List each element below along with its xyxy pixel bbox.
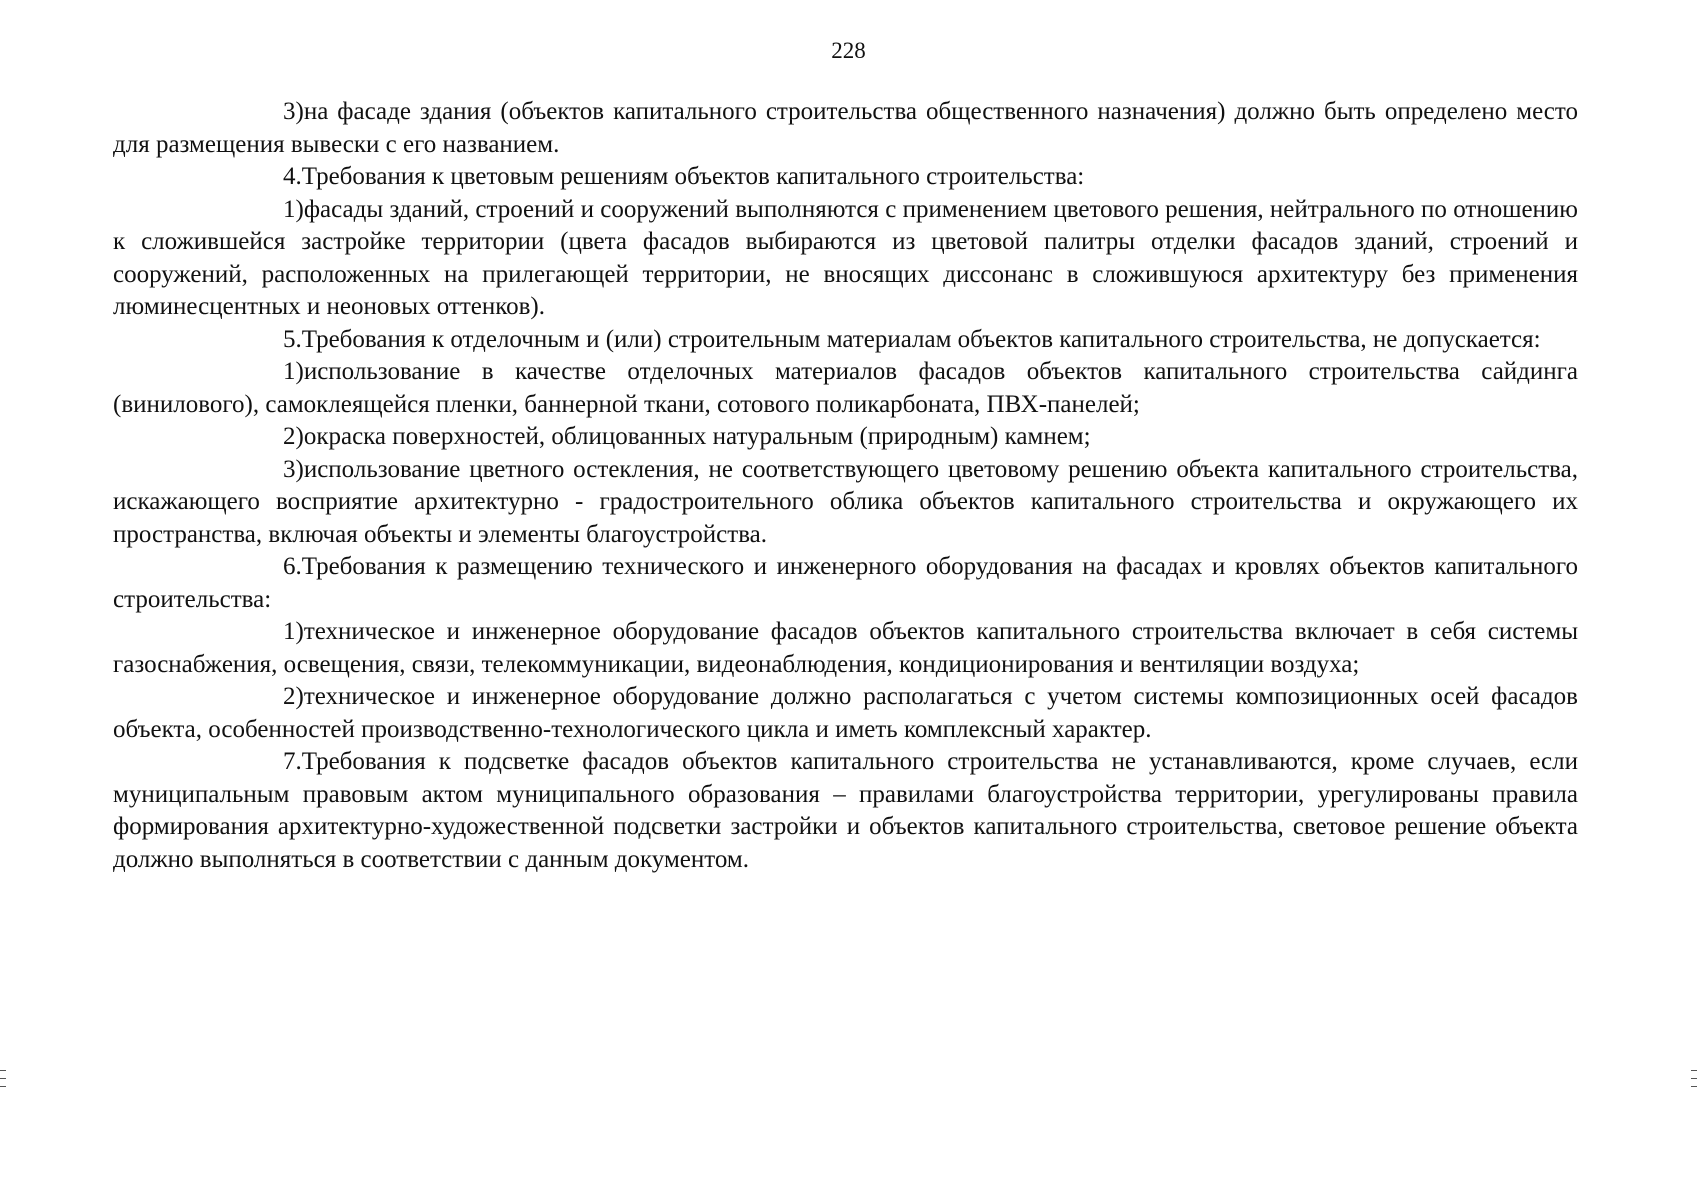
paragraph-text: Требования к цветовым решениям объектов капитального строительства: bbox=[301, 163, 1085, 190]
item-number: 3) bbox=[283, 455, 304, 483]
item-number: 2) bbox=[283, 423, 304, 450]
paragraph-text: техническое и инженерное оборудование должно располагаться с учетом системы композиционных осей фасадов объекта, особенностей производственно-технологического цикла и иметь комплексный характер. bbox=[113, 683, 1578, 743]
scan-artifact-left-2 bbox=[0, 1078, 6, 1079]
item-number: 1) bbox=[283, 358, 304, 385]
paragraph-text: фасады зданий, строений и сооружений выполняются с применением цветового решения, нейтрального по отношению к сложившейся застройке территории (цвета фасадов выбираются из цветовой палитры отделки фасадов зданий, строений и сооружений, расположенных на прилегающей территории, не вносящих диссонанс в сложившуюся архитектуру без применения люминесцентных и неоновых оттенков). bbox=[113, 195, 1578, 320]
paragraph-text: Требования к отделочным и (или) строительным материалам объектов капитального строительства, не допускается: bbox=[301, 325, 1541, 353]
scan-artifact-left-1 bbox=[0, 1070, 6, 1071]
paragraph-item-3 bbox=[113, 96, 1578, 161]
scan-artifact-right-1 bbox=[1691, 1070, 1697, 1071]
section-heading-7 bbox=[113, 746, 1578, 876]
paragraph-item-1 bbox=[113, 616, 1578, 681]
scan-artifact-left-3 bbox=[0, 1086, 6, 1087]
paragraph-text: на фасаде здания (объектов капитального строительства общественного назначения) должно быть определено место для размещения вывески с его названием. bbox=[113, 98, 1578, 158]
section-heading-6 bbox=[113, 551, 1578, 616]
paragraph-item-1 bbox=[113, 356, 1578, 421]
paragraph-text: использование цветного остекления, не соответствующего цветовому решению объекта капитального строительства, искажающего восприятие архитектурно - градостроительного облика объектов капитального строительства и окружающего их пространства, включая объекты и элементы благоустройства. bbox=[113, 455, 1578, 548]
page-number: 228 bbox=[831, 38, 866, 63]
item-number: 2) bbox=[283, 683, 304, 710]
section-heading-5 bbox=[113, 324, 1578, 357]
item-number: 1) bbox=[283, 195, 304, 223]
section-number: 5. bbox=[283, 325, 302, 353]
paragraph-text: Требования к подсветке фасадов объектов капитального строительства не устанавливаются, кроме случаев, если муниципальным правовым актом муниципального образования – правилами благоустройства территории, урегулированы правила формирования архитектурно-художественной подсветки застройки и объектов капитального строительства, световое решение объекта должно выполняться в соответствии с данным документом. bbox=[113, 748, 1578, 873]
paragraph-item-1 bbox=[113, 194, 1578, 324]
section-number: 4. bbox=[283, 163, 302, 190]
section-number: 6. bbox=[283, 553, 302, 580]
paragraph-item-3 bbox=[113, 454, 1578, 552]
item-number: 1) bbox=[283, 618, 304, 645]
paragraph-text: Требования к размещению технического и инженерного оборудования на фасадах и кровлях объектов капитального строительства: bbox=[113, 553, 1578, 613]
paragraph-text: использование в качестве отделочных материалов фасадов объектов капитального строительства сайдинга (винилового), самоклеящейся пленки, баннерной ткани, сотового поликарбоната, ПВХ-панелей; bbox=[113, 358, 1578, 418]
section-number: 7. bbox=[283, 748, 302, 775]
paragraph-text: техническое и инженерное оборудование фасадов объектов капитального строительства включает в себя системы газоснабжения, освещения, связи, телекоммуникации, видеонаблюдения, кондиционирования и вентиляции воздуха; bbox=[113, 618, 1578, 678]
paragraph-item-2 bbox=[113, 421, 1578, 454]
paragraph-text: окраска поверхностей, облицованных натуральным (природным) камнем; bbox=[303, 423, 1091, 450]
document-body bbox=[113, 96, 1578, 876]
item-number: 3) bbox=[283, 98, 304, 125]
scan-artifact-right-3 bbox=[1691, 1086, 1697, 1087]
section-heading-4 bbox=[113, 161, 1578, 194]
paragraph-item-2 bbox=[113, 681, 1578, 746]
scan-artifact-right-2 bbox=[1691, 1078, 1697, 1079]
